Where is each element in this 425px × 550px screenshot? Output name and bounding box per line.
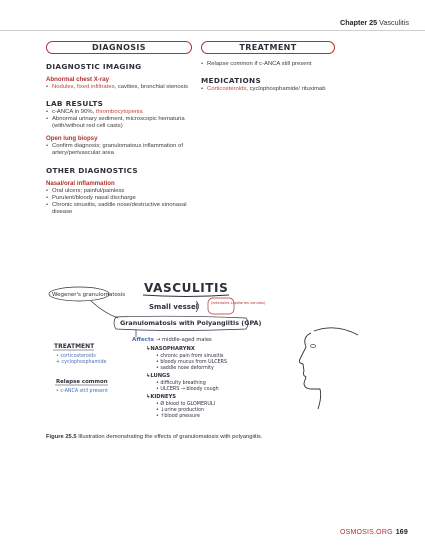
figure-label: Figure 25.5 xyxy=(46,434,77,440)
other-diagnostics-heading: OTHER DIAGNOSTICS xyxy=(46,165,138,175)
treatment-column xyxy=(201,41,335,93)
fig-treatment-item: + cyclophosphamide xyxy=(56,360,107,365)
lung-item: • ULCERS → bloody cough xyxy=(156,387,219,392)
imaging-list xyxy=(46,84,192,91)
list-item: • Nodules, fixed infiltrates, cavities, bronchial stenosis xyxy=(46,84,192,91)
title-underline xyxy=(143,295,229,297)
header-rule xyxy=(0,30,425,31)
treatment-list xyxy=(201,61,335,68)
lung-item: • difficulty breathing xyxy=(156,381,206,386)
page-number: 169 xyxy=(395,529,408,536)
list-item: • c-ANCA in 90%, thrombocytopenia xyxy=(46,109,192,116)
medications-list xyxy=(201,86,335,93)
treatment-title: TREATMENT xyxy=(201,41,335,54)
age-group: → middle-aged males xyxy=(156,337,212,343)
diagnosis-title: DIAGNOSIS xyxy=(46,41,192,54)
lab-list xyxy=(46,109,192,130)
wegener-label: Wegener's granulomatosis xyxy=(52,292,126,298)
list-item: • Corticosteroids, cyclophosphamide/ rituximab xyxy=(201,86,335,93)
kidney-item: • ↑blood pressure xyxy=(156,414,200,419)
wegener-arrow xyxy=(91,301,118,318)
kidney-item: • ↓urine production xyxy=(156,408,204,413)
illustration-title: VASCULITIS xyxy=(144,281,229,295)
footer-site[interactable]: OSMOSIS.ORG xyxy=(339,529,393,536)
naso-item: • saddle nose deformity xyxy=(156,366,214,371)
medications-heading: MEDICATIONS xyxy=(201,76,262,86)
face-eye xyxy=(311,345,316,348)
list-item: • Chronic sinusitis, saddle nose/destructive sinonasal disease xyxy=(46,202,192,216)
chapter-title: Vasculitis xyxy=(379,18,409,27)
lab-results-heading: LAB RESULTS xyxy=(46,99,104,109)
fig-relapse-item: • c-ANCA still present xyxy=(56,389,108,394)
list-item: • Relapse common if c-ANCA still present xyxy=(201,61,335,68)
figure-caption-text: Illustration demonstrating the effects of granulomatosis with polyangiitis. xyxy=(76,434,263,440)
naso-item: • bloody mucus from ULCERS xyxy=(156,360,228,365)
chapter-header xyxy=(340,18,409,27)
affects-label: Affects xyxy=(132,337,154,343)
diagnostic-imaging-heading: DIAGNOSTIC IMAGING xyxy=(46,62,142,71)
fig-treatment-label: TREATMENT xyxy=(54,343,95,350)
fig-treatment-item: • corticosteroids xyxy=(56,354,96,359)
page-footer xyxy=(340,529,408,536)
vasculitis-illustration xyxy=(46,275,376,430)
lung-biopsy-subheading: Open lung biopsy xyxy=(46,135,98,143)
vessel-note: (arterioles capillaries venules) xyxy=(211,301,266,305)
chapter-number: Chapter 25 xyxy=(340,18,378,27)
list-item: • Purulent/bloody nasal discharge xyxy=(46,195,192,202)
list-item: • Oral ulcers; painful/painless xyxy=(46,188,192,195)
nasopharynx-label: ↳NASOPHARYNX xyxy=(146,346,195,352)
biopsy-list xyxy=(46,143,192,157)
list-item: • Confirm diagnosis; granulomatous inflammation of artery/perivascular area xyxy=(46,143,192,157)
small-vessel-label: Small vessel xyxy=(149,303,199,311)
nasal-oral-subheading: Nasal/oral inflammation xyxy=(46,179,115,187)
naso-item: • chronic pain from sinusitis xyxy=(156,354,224,359)
fig-relapse-label: Relapse common xyxy=(56,379,108,385)
figure-caption xyxy=(46,434,262,440)
chest-xray-subheading: Abnormal chest X-ray xyxy=(46,76,109,83)
gpa-label: Granulomatosis with Polyangiitis (GPA) xyxy=(120,319,262,327)
lungs-label: ↳LUNGS xyxy=(146,373,171,379)
kidneys-label: ↳KIDNEYS xyxy=(146,394,176,400)
diagnosis-column xyxy=(46,41,192,216)
list-item: • Abnormal urinary sediment, microscopic hematuria (with/without red cell casts) xyxy=(46,116,192,130)
face-profile-outline xyxy=(299,328,358,409)
other-list xyxy=(46,188,192,216)
kidney-item: • Ø blood to GLOMERULI xyxy=(156,402,215,407)
